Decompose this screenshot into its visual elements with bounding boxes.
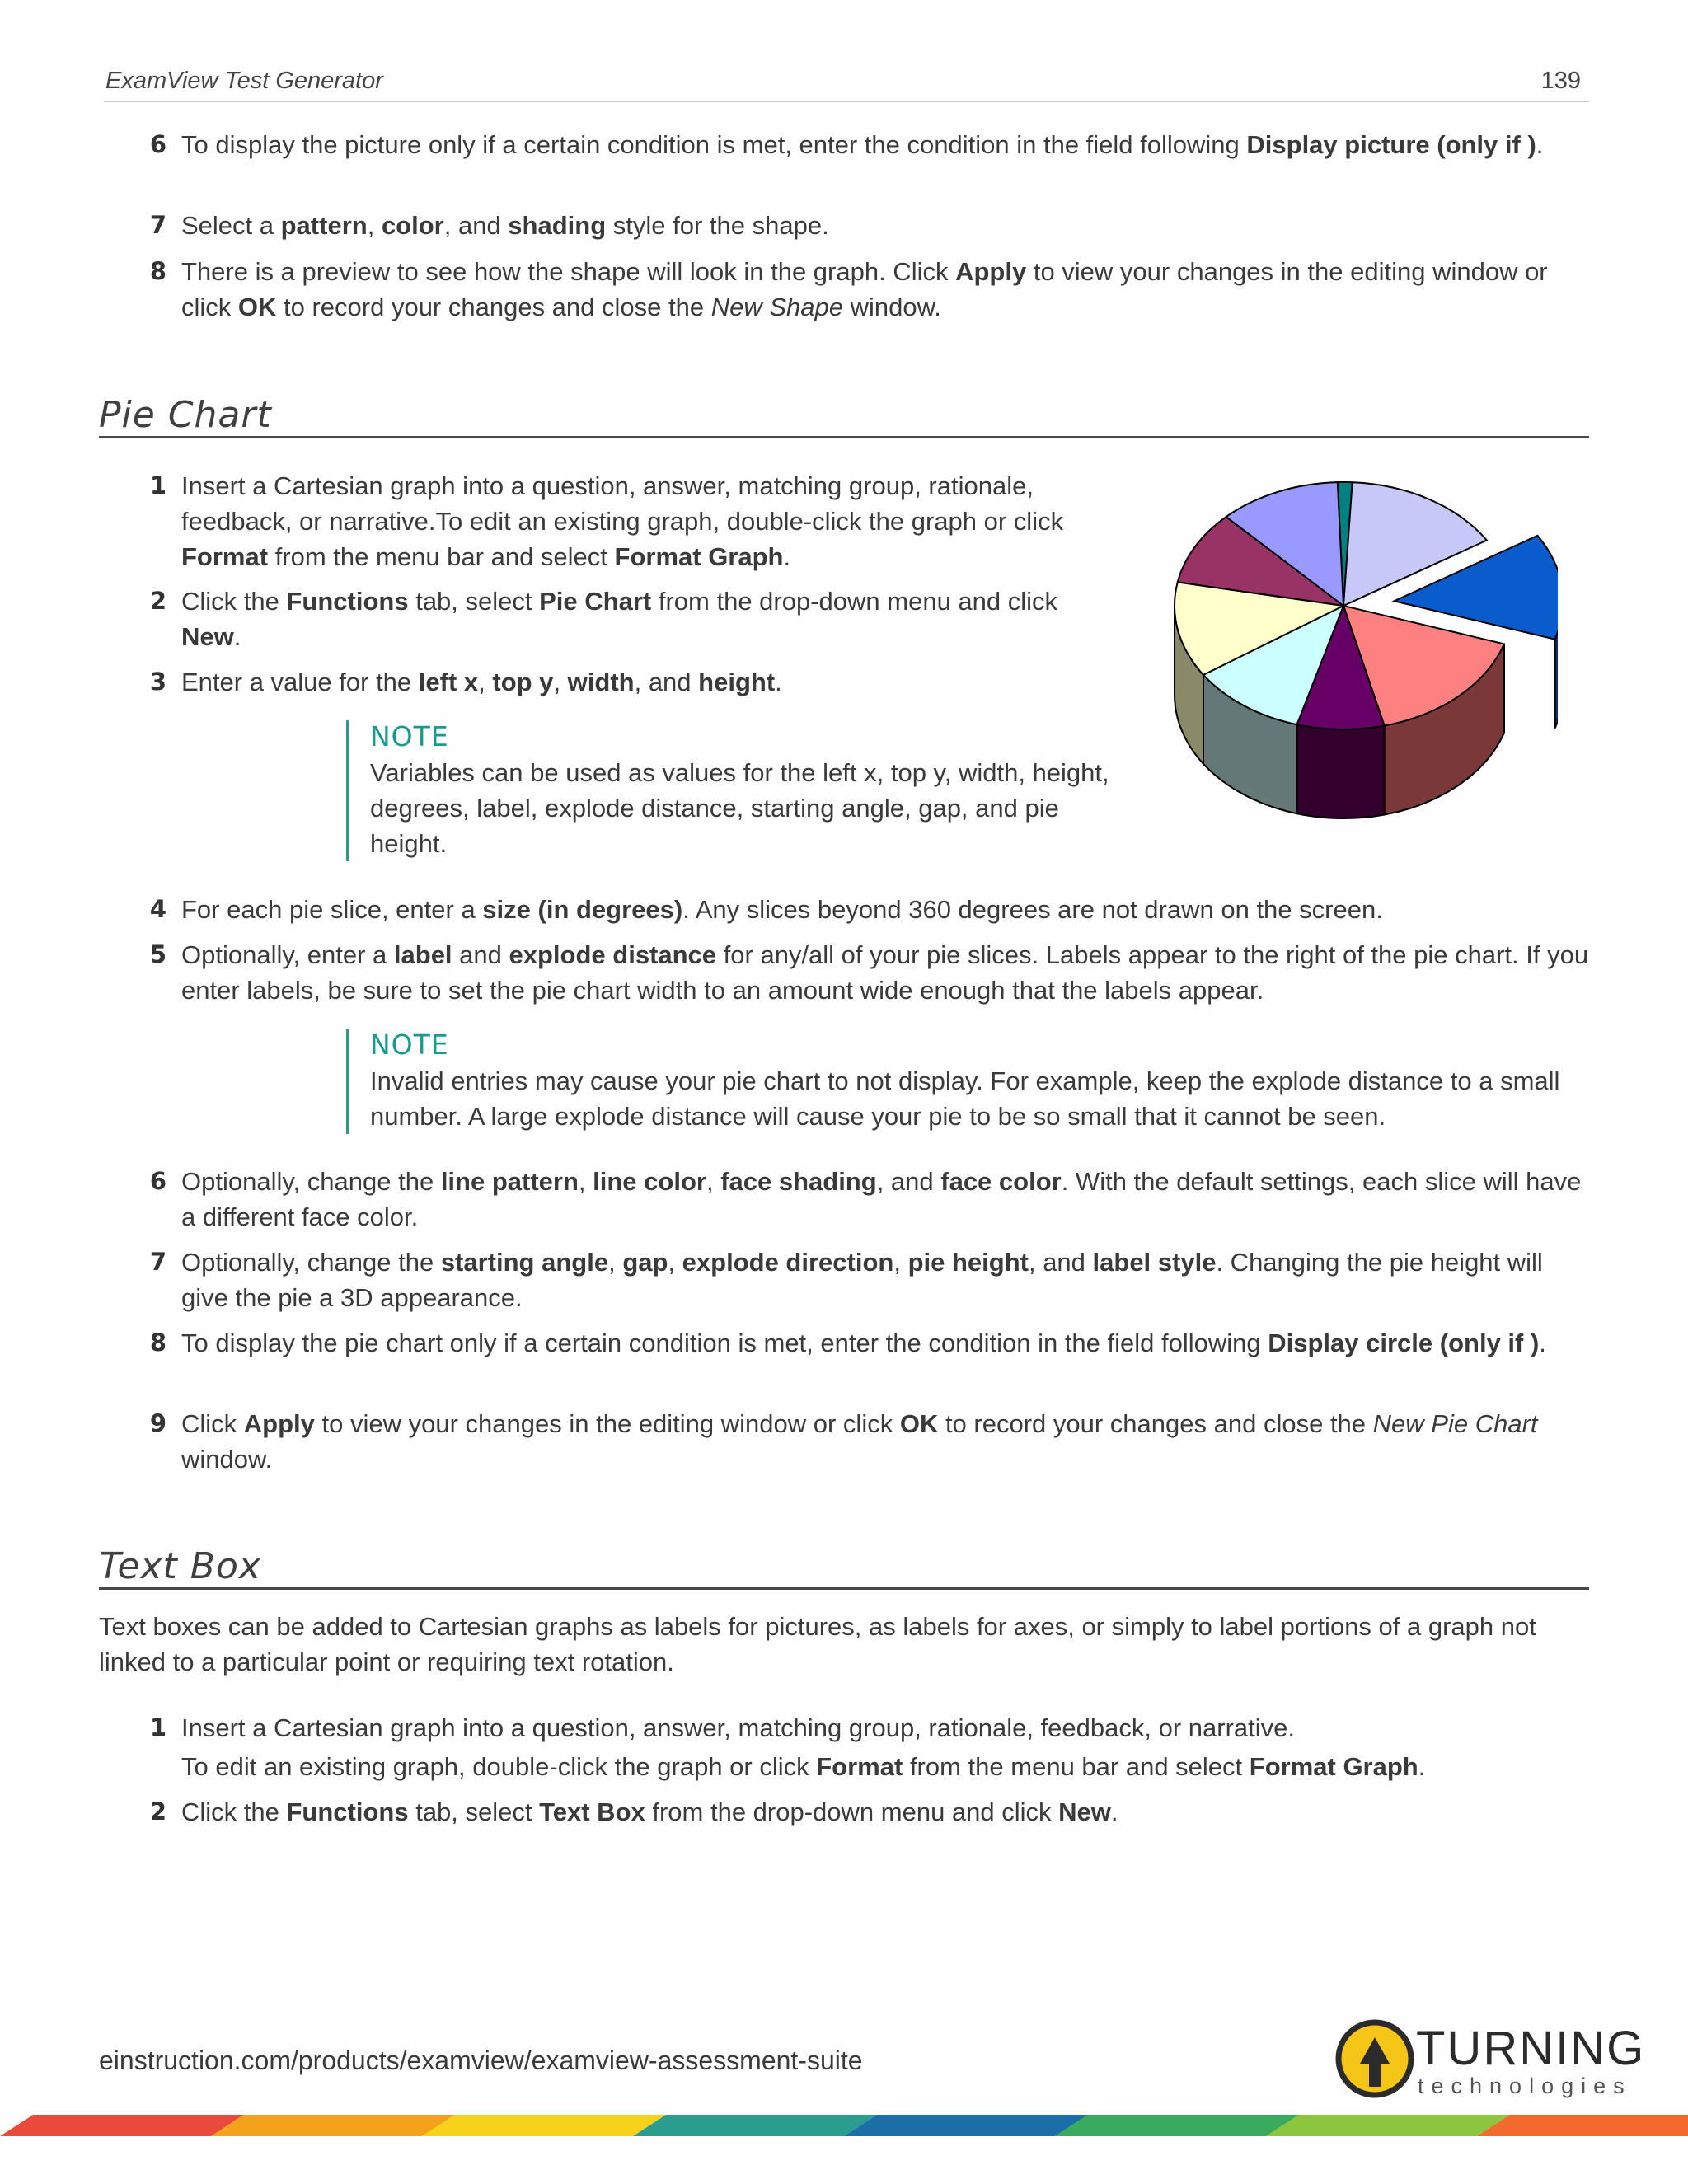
step-number: 7 bbox=[149, 211, 166, 239]
list-item bbox=[149, 254, 1591, 325]
pie-slice-side bbox=[1297, 724, 1385, 818]
step-number: 2 bbox=[149, 1797, 166, 1825]
list-item bbox=[149, 1325, 1591, 1361]
stripe-segment bbox=[211, 2115, 455, 2136]
page-header bbox=[104, 66, 1589, 102]
step-text: Optionally, change the starting angle, gap, explode direction, pie height, and label style. Changing the pie height will give the pie a 3D appearance. bbox=[181, 1248, 1543, 1312]
section-title: Pie Chart bbox=[99, 394, 272, 436]
list-item bbox=[149, 583, 1096, 654]
step-text: To display the picture only if a certain condition is met, enter the condition in the field following Display picture (only if ). bbox=[181, 130, 1544, 159]
section-title: Text Box bbox=[99, 1545, 261, 1587]
step-number: 9 bbox=[149, 1409, 166, 1437]
stripe-segment bbox=[422, 2115, 666, 2136]
step-text: Insert a Cartesian graph into a question, answer, matching group, rationale, feedback, or narrative. bbox=[181, 1713, 1295, 1742]
stripe-segment bbox=[1266, 2115, 1510, 2136]
step-text: There is a preview to see how the shape will look in the graph. Click Apply to view your changes in the editing window or click OK to record your changes and close the New Shape window. bbox=[181, 257, 1548, 321]
list-item bbox=[149, 127, 1591, 162]
note-text: Invalid entries may cause your pie chart to not display. For example, keep the explode distance to a small number. A large explode distance will cause your pie to be so small that it cannot be seen. bbox=[370, 1066, 1560, 1131]
footer-color-stripe bbox=[0, 2115, 1688, 2136]
step-text: Click Apply to view your changes in the editing window or click OK to record your changes and close the New Pie Chart window. bbox=[181, 1409, 1538, 1474]
header-title: ExamView Test Generator bbox=[106, 68, 383, 94]
turning-logo-icon bbox=[1335, 2019, 1414, 2098]
step-text: Insert a Cartesian graph into a question, answer, matching group, rationale, feedback, or narrative.To edit an existing graph, double-click the graph or click Format from the menu bar and select Format Graph. bbox=[181, 471, 1064, 571]
list-item bbox=[149, 468, 1096, 574]
section-intro: Text boxes can be added to Cartesian graphs as labels for pictures, as labels for axes, or simply to label portions of a graph not linked to a particular point or requiring text rotation. bbox=[99, 1612, 1536, 1676]
turning-technologies-logo bbox=[1335, 2018, 1646, 2100]
note-text: Variables can be used as values for the left x, top y, width, height, degrees, label, explode distance, starting angle, gap, and pie height. bbox=[370, 758, 1109, 858]
step-text: Click the Functions tab, select Pie Chart from the drop-down menu and click New. bbox=[181, 587, 1058, 651]
section-heading-pie-chart bbox=[99, 387, 1589, 438]
step-text: Optionally, change the line pattern, line color, face shading, and face color. With the default settings, each slice will have a different face color. bbox=[181, 1167, 1582, 1231]
logo-subtitle: technologies bbox=[1418, 2074, 1632, 2098]
list-item bbox=[149, 1710, 1591, 1784]
pie-chart-image bbox=[1162, 470, 1558, 824]
step-number: 5 bbox=[149, 940, 166, 968]
note-box bbox=[346, 720, 1112, 861]
list-item bbox=[149, 1244, 1591, 1315]
stripe-segment bbox=[633, 2115, 877, 2136]
step-number: 4 bbox=[149, 895, 166, 923]
logo-word: TURNING bbox=[1416, 2022, 1646, 2075]
step-number: 2 bbox=[149, 587, 166, 615]
step-number: 1 bbox=[149, 471, 166, 499]
step-text: Select a pattern, color, and shading style for the shape. bbox=[181, 211, 829, 240]
step-number: 6 bbox=[149, 130, 166, 158]
list-item bbox=[149, 664, 1096, 700]
step-text: Click the Functions tab, select Text Box from the drop-down menu and click New. bbox=[181, 1797, 1118, 1826]
list-item bbox=[149, 1164, 1591, 1235]
stripe-segment bbox=[1055, 2115, 1299, 2136]
stripe-segment bbox=[844, 2115, 1088, 2136]
list-item bbox=[149, 208, 1591, 243]
step-number: 6 bbox=[149, 1167, 166, 1195]
step-text: Enter a value for the left x, top y, width, and height. bbox=[181, 668, 782, 696]
step-text: To edit an existing graph, double-click the graph or click Format from the menu bar and select Format Graph. bbox=[181, 1752, 1426, 1781]
note-box bbox=[346, 1029, 1606, 1134]
note-label: NOTE bbox=[370, 720, 449, 752]
step-number: 3 bbox=[149, 668, 166, 696]
list-item bbox=[149, 1794, 1591, 1830]
step-text: Optionally, enter a label and explode distance for any/all of your pie slices. Labels appear to the right of the pie chart. If you enter labels, be sure to set the pie chart width to an amount wide enough that the labels appear. bbox=[181, 940, 1589, 1005]
stripe-segment bbox=[1477, 2115, 1688, 2136]
step-text: For each pie slice, enter a size (in degrees). Any slices beyond 360 degrees are not drawn on the screen. bbox=[181, 895, 1383, 924]
step-number: 7 bbox=[149, 1248, 166, 1276]
step-number: 8 bbox=[149, 1329, 166, 1357]
section-heading-text-box bbox=[99, 1538, 1589, 1590]
stripe-segment bbox=[0, 2115, 244, 2136]
list-item bbox=[149, 937, 1591, 1008]
list-item bbox=[149, 892, 1591, 927]
step-number: 8 bbox=[149, 257, 166, 285]
note-label: NOTE bbox=[370, 1029, 449, 1061]
footer-link[interactable]: einstruction.com/products/examview/examview-assessment-suite bbox=[99, 2046, 863, 2075]
list-item bbox=[149, 1406, 1591, 1477]
step-number: 1 bbox=[149, 1713, 166, 1741]
step-text: To display the pie chart only if a certain condition is met, enter the condition in the field following Display circle (only if ). bbox=[181, 1329, 1546, 1357]
page-number: 139 bbox=[1540, 68, 1581, 94]
